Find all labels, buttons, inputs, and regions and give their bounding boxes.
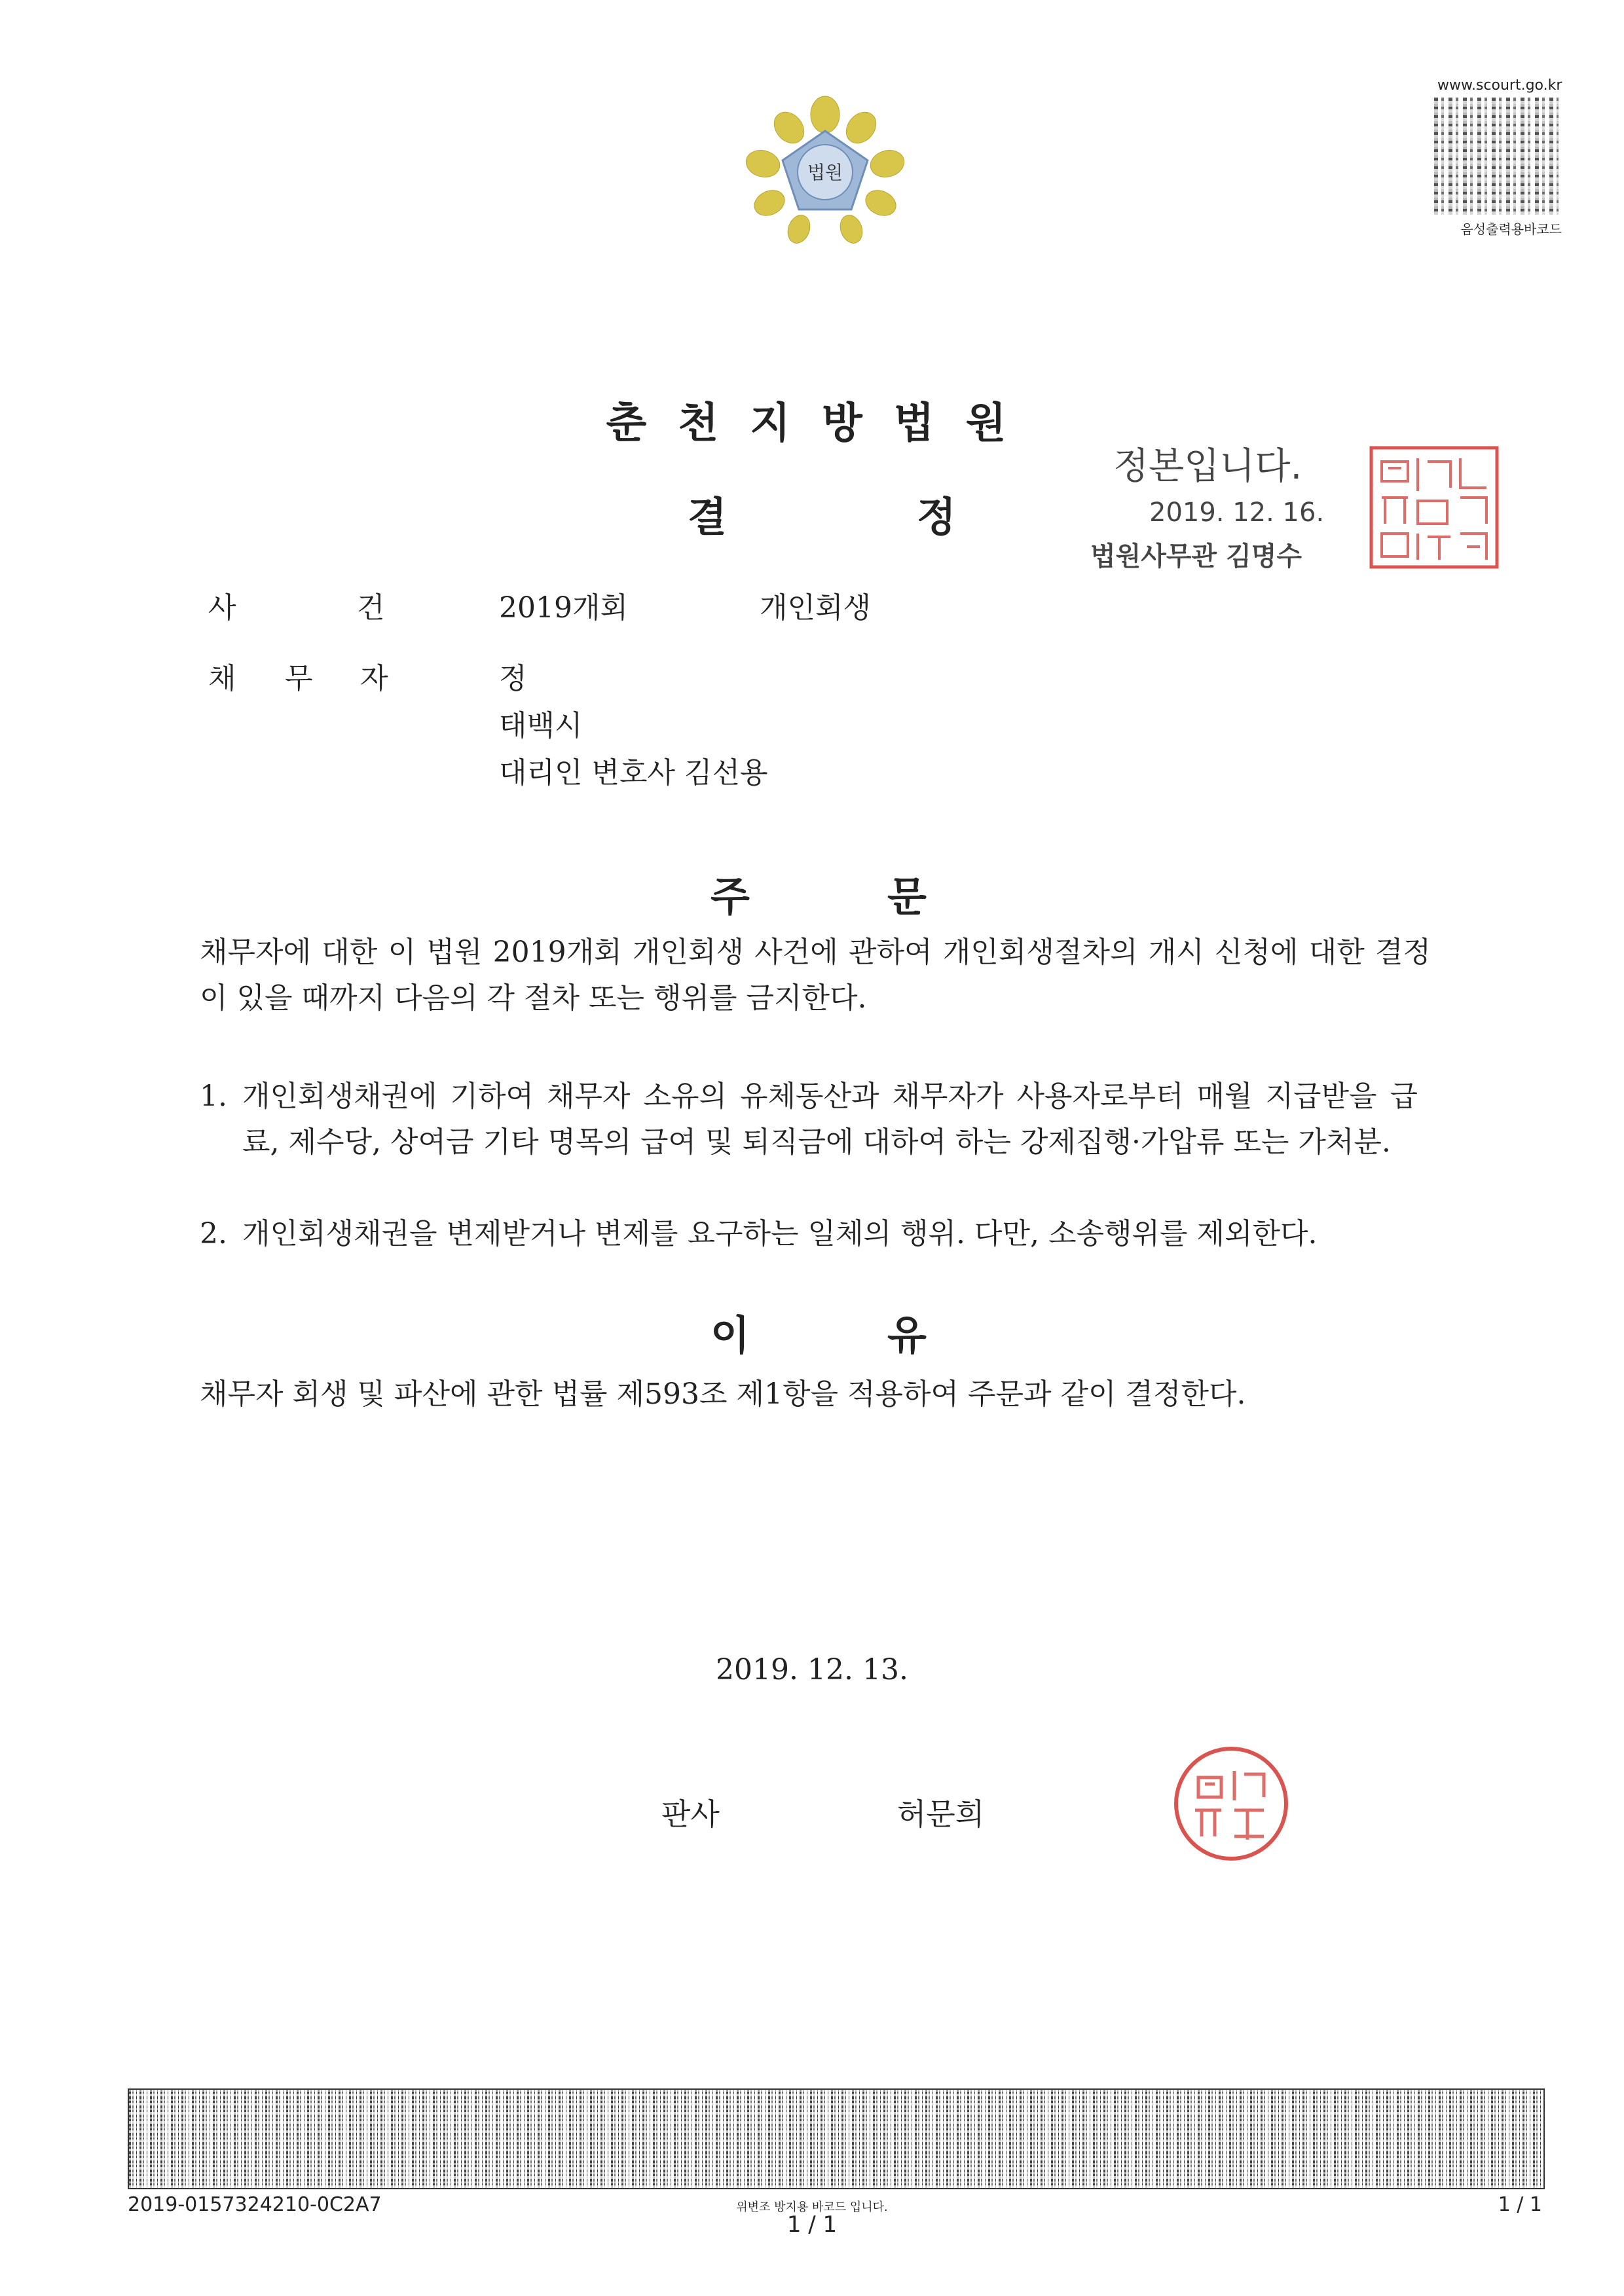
judge-name: 허문희 [897, 1796, 985, 1832]
order-heading-char-2: 문 [887, 873, 927, 920]
court-emblem [743, 95, 907, 252]
debtor-label-char-2: 무 [285, 662, 313, 695]
judge-title: 판사 [661, 1796, 720, 1832]
order-heading-char-1: 주 [710, 873, 750, 920]
decision-date: 2019. 12. 13. [716, 1653, 908, 1686]
voice-qr-code [1434, 97, 1559, 215]
order-intro: 채무자에 대한 이 법원 2019개회 개인회생 사건에 관하여 개인회생절차의 개시 신청에 대한 결정이 있을 때까지 다음의 각 절차 또는 행위를 금지한다. [200, 936, 1431, 1015]
order-item-text: 개인회생채권을 변제받거나 변제를 요구하는 일체의 행위. 다만, 소송행위를 제외한다. [242, 1217, 1318, 1250]
case-number: 2019개회 [499, 591, 628, 625]
debtor-name: 정 [499, 662, 527, 695]
debtor-label-char-3: 자 [360, 662, 388, 695]
order-item [200, 1211, 1418, 1257]
judge-seal [1172, 1745, 1290, 1863]
qr-url: www.scourt.go.kr [1437, 77, 1562, 94]
case-label-char-1: 사 [208, 591, 236, 625]
doc-type-char-1: 결 [688, 493, 727, 541]
document-id: 2019-0157324210-0C2A7 [128, 2193, 382, 2216]
case-label-char-2: 건 [357, 591, 385, 625]
page-number-right: 1 / 1 [1498, 2193, 1542, 2216]
court-clerk: 법원사무관 김명수 [1090, 541, 1302, 572]
order-item-number: 1. [200, 1080, 227, 1113]
page-number-center: 1 / 1 [786, 2212, 838, 2238]
debtor-label-char-1: 채 [208, 662, 236, 695]
debtor-address: 태백시 [499, 709, 583, 742]
debtor-agent: 대리인 변호사 김선용 [499, 756, 768, 790]
order-item-text: 개인회생채권에 기하여 채무자 소유의 유체동산과 채무자가 사용자로부터 매월 지급받을 급료, 제수당, 상여금 기타 명목의 급여 및 퇴직금에 대하여 하는 강제집행·가압류 또는 가처분. [242, 1080, 1418, 1159]
doc-type-char-2: 정 [917, 493, 956, 541]
anti-forgery-barcode [128, 2088, 1545, 2189]
case-type: 개인회생 [760, 591, 872, 625]
certified-copy-date: 2019. 12. 16. [1149, 498, 1325, 528]
order-item-number: 2. [200, 1217, 227, 1250]
qr-caption: 음성출력용바코드 [1460, 221, 1562, 237]
reason-heading-char-1: 이 [710, 1311, 750, 1359]
certified-copy-text: 정본입니다. [1113, 445, 1302, 488]
order-item [200, 1074, 1418, 1165]
emblem-label: 법원 [807, 162, 843, 183]
barcode-note: 위변조 방지용 바코드 입니다. [736, 2200, 888, 2214]
court-name: 춘천지방법원 [606, 399, 1038, 448]
reason-text: 채무자 회생 및 파산에 관한 법률 제593조 제1항을 적용하여 주문과 같이 결정한다. [200, 1377, 1246, 1411]
reason-heading-char-2: 유 [887, 1311, 927, 1359]
court-seal-square [1369, 445, 1500, 570]
